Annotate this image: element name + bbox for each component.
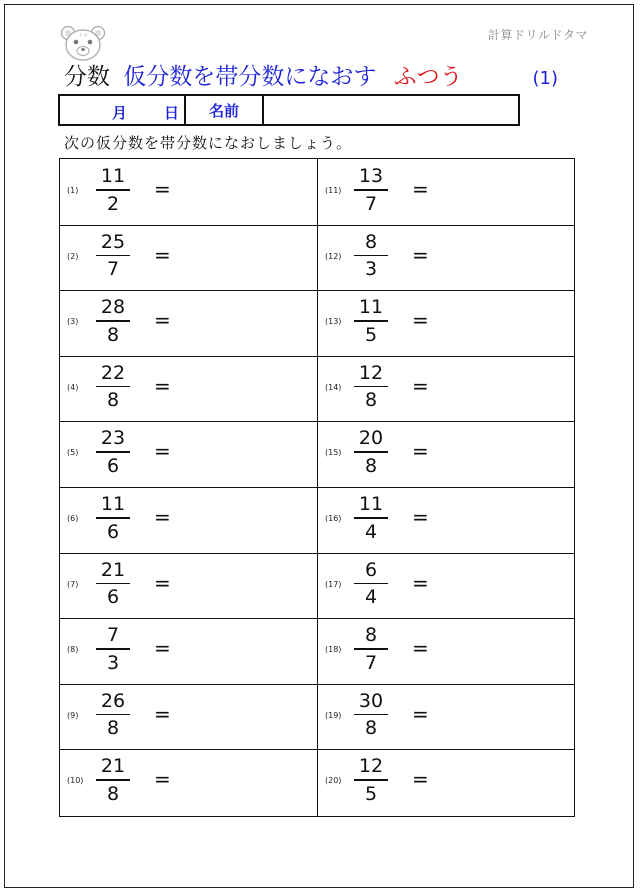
- improper-fraction: [354, 360, 388, 414]
- equals-sign: =: [154, 439, 171, 464]
- problem-number: (9): [67, 710, 79, 720]
- name-label: 名前: [186, 96, 264, 124]
- equals-sign: =: [412, 570, 429, 595]
- equals-sign: =: [412, 373, 429, 398]
- equals-sign: =: [412, 308, 429, 333]
- problem-cell[interactable]: [60, 618, 317, 684]
- problem-cell[interactable]: [60, 684, 317, 750]
- name-date-box: [58, 94, 520, 126]
- improper-fraction: [354, 622, 388, 676]
- denominator: 6: [106, 454, 120, 477]
- problem-cell[interactable]: [318, 225, 575, 291]
- denominator: 4: [364, 520, 378, 543]
- problem-number: (13): [325, 317, 342, 327]
- denominator: 5: [364, 323, 378, 346]
- title-topic: 仮分数を帯分数になおす: [123, 64, 377, 90]
- bear-logo-icon: [60, 24, 106, 62]
- improper-fraction: [354, 557, 388, 611]
- denominator: 7: [364, 651, 378, 674]
- problem-cell[interactable]: [60, 225, 317, 291]
- problem-cell[interactable]: [60, 356, 317, 422]
- equals-sign: =: [154, 767, 171, 792]
- problem-number: (16): [325, 514, 342, 523]
- instruction-text: 次の仮分数を帯分数になおしましょう。: [64, 134, 353, 152]
- equals-sign: =: [412, 701, 429, 726]
- denominator: 8: [364, 717, 378, 740]
- problem-number: (3): [67, 317, 79, 327]
- worksheet-title: [64, 60, 574, 94]
- improper-fraction: [96, 753, 130, 807]
- improper-fraction: [354, 229, 388, 283]
- denominator: 6: [106, 586, 120, 609]
- equals-sign: =: [412, 505, 429, 529]
- title-subject: 分数: [64, 64, 110, 90]
- denominator: 8: [106, 389, 120, 412]
- problem-number: (12): [325, 251, 342, 261]
- denominator: 2: [106, 192, 120, 215]
- equals-sign: =: [412, 767, 429, 792]
- day-label: 日: [164, 104, 180, 122]
- problem-number: (2): [67, 251, 79, 261]
- equals-sign: =: [412, 177, 429, 201]
- numerator: 12: [358, 755, 384, 778]
- problem-number: (20): [325, 776, 342, 786]
- date-field[interactable]: [60, 96, 186, 124]
- problem-number: (5): [67, 448, 79, 458]
- problem-number: (1): [67, 186, 79, 195]
- denominator: 3: [364, 258, 378, 281]
- improper-fraction: [96, 229, 130, 283]
- numerator: 11: [358, 296, 384, 319]
- numerator: 21: [100, 755, 126, 778]
- problem-cell[interactable]: [318, 356, 575, 422]
- improper-fraction: [354, 294, 388, 348]
- numerator: 28: [100, 296, 126, 319]
- problem-cell[interactable]: [60, 159, 317, 225]
- improper-fraction: [96, 688, 130, 742]
- problem-number: (8): [67, 645, 79, 655]
- problem-number: (17): [325, 579, 342, 589]
- numerator: 25: [100, 230, 126, 253]
- denominator: 8: [364, 389, 378, 412]
- numerator: 30: [358, 689, 384, 712]
- problem-cell[interactable]: [318, 618, 575, 684]
- equals-sign: =: [154, 242, 171, 267]
- improper-fraction: [96, 163, 130, 217]
- mascot-text: ドタ: [77, 33, 89, 39]
- title-level: ふつう: [393, 64, 463, 90]
- improper-fraction: [96, 491, 130, 545]
- improper-fraction: [354, 688, 388, 742]
- denominator: 4: [364, 586, 378, 609]
- numerator: 23: [100, 427, 126, 450]
- equals-sign: =: [412, 242, 429, 267]
- improper-fraction: [354, 425, 388, 479]
- name-field[interactable]: [264, 96, 518, 124]
- improper-fraction: [96, 425, 130, 479]
- problem-cell[interactable]: [318, 749, 575, 815]
- denominator: 8: [106, 323, 120, 346]
- denominator: 3: [106, 651, 120, 674]
- equals-sign: =: [412, 439, 429, 464]
- problem-cell[interactable]: [60, 749, 317, 815]
- improper-fraction: [96, 294, 130, 348]
- equals-sign: =: [154, 373, 171, 398]
- numerator: 8: [364, 230, 378, 253]
- sheet-number: (1): [532, 68, 558, 89]
- problem-cell[interactable]: [318, 421, 575, 487]
- numerator: 12: [358, 361, 384, 384]
- numerator: 11: [100, 493, 126, 515]
- equals-sign: =: [154, 701, 171, 726]
- improper-fraction: [96, 360, 130, 414]
- equals-sign: =: [154, 177, 171, 201]
- numerator: 8: [364, 624, 378, 647]
- denominator: 7: [106, 258, 120, 281]
- denominator: 8: [364, 454, 378, 477]
- problem-cell[interactable]: [318, 290, 575, 356]
- numerator: 20: [358, 427, 384, 450]
- improper-fraction: [96, 557, 130, 611]
- problem-number: (4): [67, 382, 79, 392]
- problem-cell[interactable]: [318, 487, 575, 553]
- denominator: 7: [364, 192, 378, 215]
- numerator: 13: [358, 165, 384, 187]
- equals-sign: =: [154, 308, 171, 333]
- equals-sign: =: [154, 505, 171, 529]
- month-label: 月: [112, 104, 128, 122]
- brand-label: 計算ドリルドタマ: [488, 28, 589, 42]
- improper-fraction: [354, 753, 388, 807]
- problem-number: (15): [325, 448, 342, 458]
- numerator: 6: [364, 558, 378, 581]
- numerator: 11: [100, 165, 126, 187]
- numerator: 26: [100, 689, 126, 712]
- problem-number: (11): [325, 186, 342, 195]
- problem-cell[interactable]: [60, 487, 317, 553]
- problem-cell[interactable]: [60, 421, 317, 487]
- equals-sign: =: [154, 636, 171, 661]
- problem-grid: [59, 158, 575, 817]
- problem-number: (18): [325, 645, 342, 655]
- problem-cell[interactable]: [318, 553, 575, 619]
- problem-number: (14): [325, 382, 342, 392]
- denominator: 6: [106, 520, 120, 543]
- problem-number: (7): [67, 579, 79, 589]
- numerator: 7: [106, 624, 120, 647]
- denominator: 8: [106, 782, 120, 805]
- problem-cell[interactable]: [318, 159, 575, 225]
- denominator: 8: [106, 717, 120, 740]
- equals-sign: =: [412, 636, 429, 661]
- numerator: 22: [100, 361, 126, 384]
- problem-number: (6): [67, 514, 79, 523]
- equals-sign: =: [154, 570, 171, 595]
- improper-fraction: [354, 163, 388, 217]
- problem-cell[interactable]: [60, 290, 317, 356]
- numerator: 21: [100, 558, 126, 581]
- denominator: 5: [364, 782, 378, 805]
- improper-fraction: [96, 622, 130, 676]
- problem-number: (10): [67, 776, 84, 786]
- numerator: 11: [358, 493, 384, 515]
- problem-cell[interactable]: [318, 684, 575, 750]
- problem-number: (19): [325, 710, 342, 720]
- improper-fraction: [354, 491, 388, 545]
- problem-cell[interactable]: [60, 553, 317, 619]
